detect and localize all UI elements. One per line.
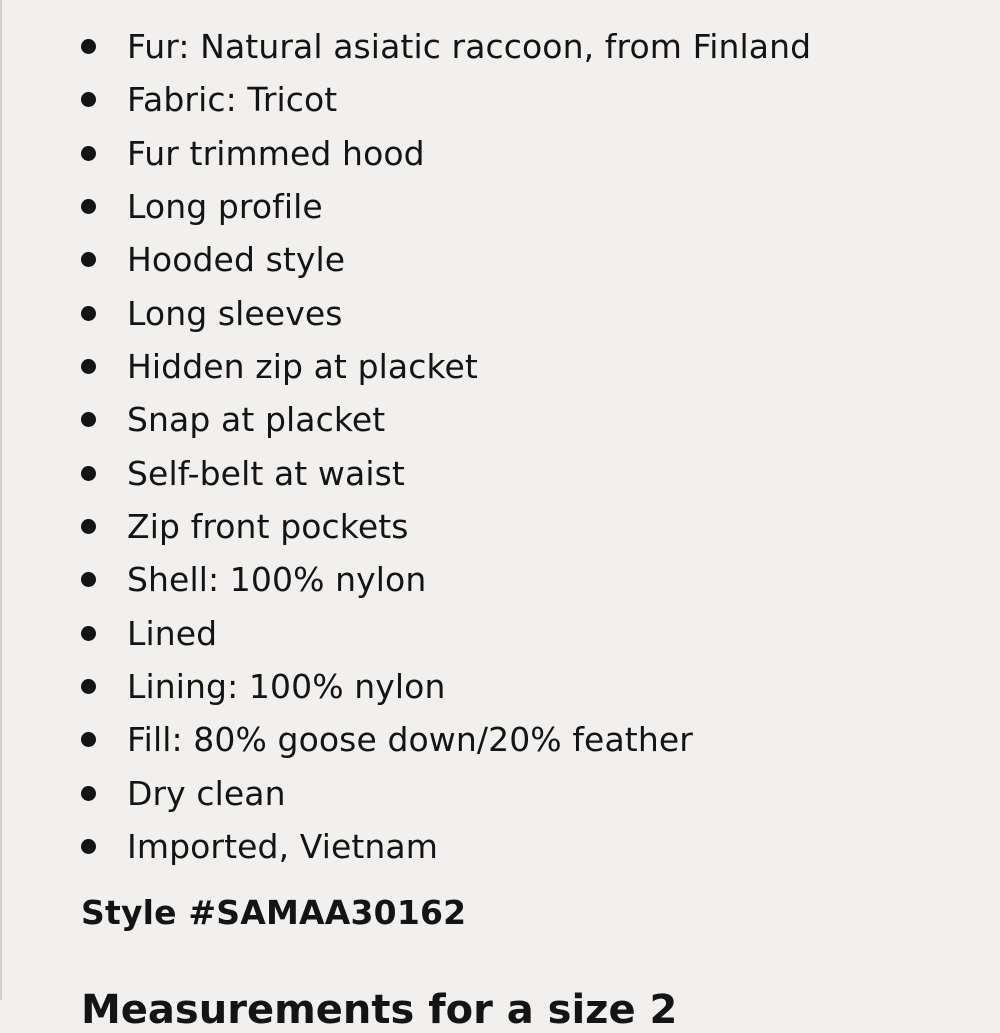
bullet-icon — [81, 786, 96, 801]
list-item — [0, 73, 1000, 126]
bullet-icon — [81, 39, 96, 54]
bullet-icon — [81, 412, 96, 427]
list-item — [0, 340, 1000, 393]
bullet-icon — [81, 732, 96, 747]
list-item — [0, 20, 1000, 73]
feature-text: Imported, Vietnam — [127, 826, 438, 866]
feature-text: Fur: Natural asiatic raccoon, from Finland — [127, 27, 812, 66]
bullet-icon — [81, 519, 96, 534]
list-item — [0, 553, 1000, 606]
bullet-icon — [81, 146, 96, 161]
bullet-icon — [81, 679, 96, 694]
list-item — [0, 713, 1000, 766]
bullet-icon — [81, 199, 96, 214]
feature-text: Long profile — [127, 186, 323, 226]
style-number: Style #SAMAA30162 — [81, 893, 467, 932]
feature-text: Dry clean — [127, 773, 286, 813]
feature-text: Fill: 80% goose down/20% feather — [127, 720, 693, 760]
bullet-icon — [81, 466, 96, 481]
feature-text: Fabric: Tricot — [127, 80, 338, 120]
list-item — [0, 287, 1000, 340]
bullet-icon — [81, 626, 96, 641]
bullet-icon — [81, 92, 96, 107]
list-item — [0, 180, 1000, 233]
feature-text: Hooded style — [127, 240, 346, 280]
bullet-icon — [81, 359, 96, 374]
feature-text: Shell: 100% nylon — [127, 560, 427, 600]
feature-text: Snap at placket — [127, 400, 386, 440]
list-item — [0, 607, 1000, 660]
bullet-icon — [81, 839, 96, 854]
list-item — [0, 767, 1000, 820]
bullet-icon — [81, 306, 96, 321]
list-item — [0, 127, 1000, 180]
feature-text: Self-belt at waist — [127, 453, 405, 493]
list-item — [0, 660, 1000, 713]
measurements-heading: Measurements for a size 2 — [81, 987, 678, 1033]
feature-text: Fur trimmed hood — [127, 133, 425, 173]
list-item — [0, 447, 1000, 500]
list-item — [0, 500, 1000, 553]
list-item — [0, 820, 1000, 873]
feature-text: Long sleeves — [127, 293, 343, 333]
feature-text: Lining: 100% nylon — [127, 666, 446, 706]
feature-list — [0, 20, 1000, 873]
feature-text: Lined — [127, 613, 218, 653]
bullet-icon — [81, 572, 96, 587]
feature-text: Hidden zip at placket — [127, 346, 478, 386]
feature-text: Zip front pockets — [127, 506, 409, 546]
list-item — [0, 233, 1000, 286]
list-item — [0, 393, 1000, 446]
bullet-icon — [81, 252, 96, 267]
